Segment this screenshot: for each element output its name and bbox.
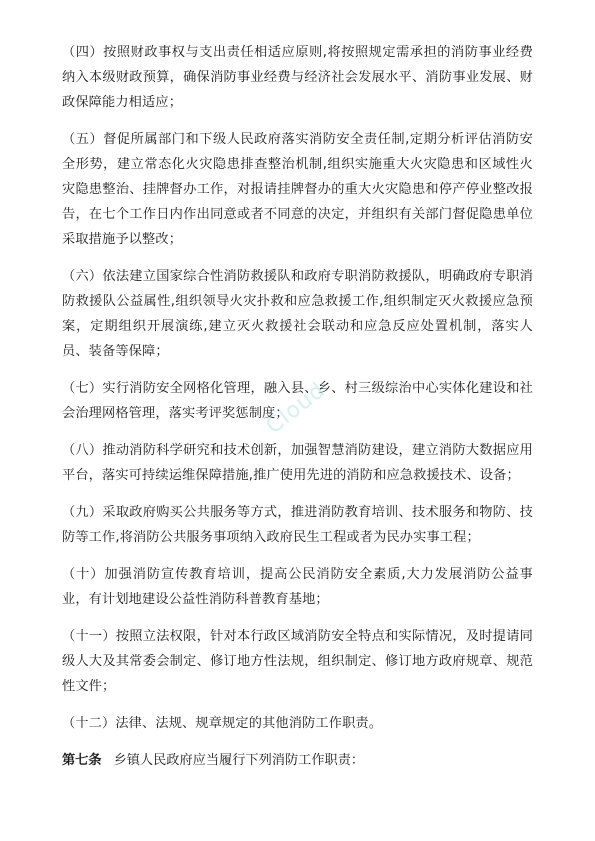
paragraph-item-12: （十二）法律、法规、规章规定的其他消防工作职责。 <box>62 716 383 731</box>
paragraph-item-10: （十）加强消防宣传教育培训，提高公民消防安全素质,大力发展消防公益事业，有计划地建设公益性消防科普教育基地； <box>62 567 533 607</box>
paragraph-item-8: （八）推动消防科学研究和技术创新，加强智慧消防建设，建立消防大数据应用平台，落实可持续运维保障措施,推广使用先进的消防和应急救援技术、设备； <box>62 443 533 483</box>
paragraph-item-7: （七）实行消防安全网格化管理，融入县、乡、村三级综治中心实体化建设和社会治理网格管理，落实考评奖惩制度； <box>62 381 533 421</box>
paragraph-item-5: （五）督促所属部门和下级人民政府落实消防安全责任制,定期分析评估消防安全形势，建立常态化火灾隐患排查整治机制,组织实施重大火灾隐患和区域性火灾隐患整治、挂牌督办工作，对报请挂牌督办的重大火灾隐患和停产停业整改报告，在七个工作日内作出同意或者不同意的决定，并组织有关部门督促隐患单位采取措施予以整改； <box>62 132 533 247</box>
watermark: Cloud <box>261 377 331 440</box>
paragraph-item-9: （九）采取政府购买公共服务等方式，推进消防教育培训、技术服务和物防、技防等工作,将消防公共服务事项纳入政府民生工程或者为民办实事工程； <box>62 505 533 545</box>
paragraph-item-4: （四）按照财政事权与支出责任相适应原则,将按照规定需承担的消防事业经费纳入本级财政预算，确保消防事业经费与经济社会发展水平、消防事业发展、财政保障能力相适应； <box>62 45 533 110</box>
article-number: 第七条 <box>62 753 102 768</box>
article-text: 乡镇人民政府应当履行下列消防工作职责： <box>113 753 365 768</box>
article-seven <box>62 748 533 773</box>
paragraph-item-6: （六）依法建立国家综合性消防救援队和政府专职消防救援队，明确政府专职消防救援队公益属性,组织领导火灾扑救和应急救援工作,组织制定灭火救援应急预案，定期组织开展演练,建立灭火救援社会联动和应急反应处置机制，落实人员、装备等保障； <box>62 269 533 359</box>
paragraph-item-11: （十一）按照立法权限，针对本行政区域消防安全特点和实际情况，及时提请同级人大及其常委会制定、修订地方性法规，组织制定、修订地方政府规章、规范性文件； <box>62 629 533 694</box>
